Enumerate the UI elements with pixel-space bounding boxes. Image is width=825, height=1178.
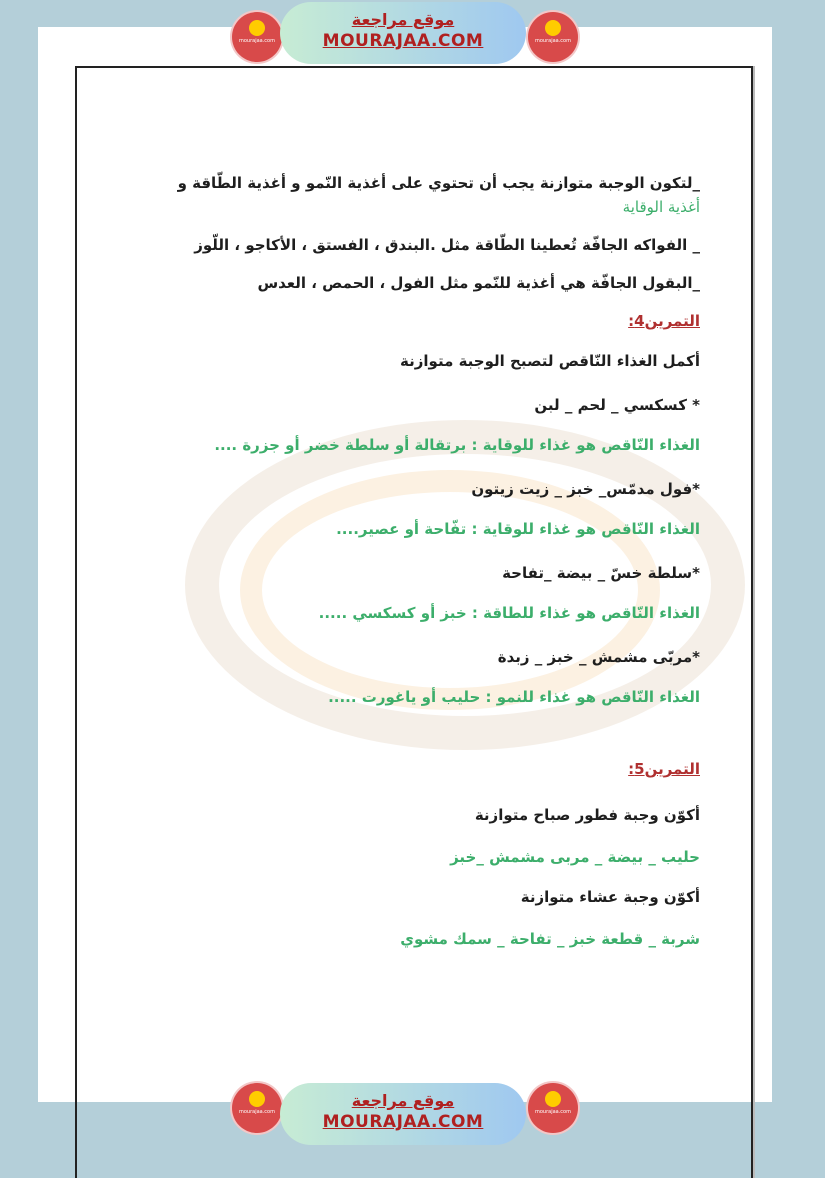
text-line: * كسكسي _ لحم _ لبن [534, 396, 700, 414]
text-line: _ الفواكه الجافّة تُعطينا الطّاقة مثل .البندق ، الفستق ، الأكاجو ، اللّوز [194, 236, 700, 254]
banner-english: MOURAJAA.COM [322, 31, 484, 51]
answer-line: شربة _ قطعة خبز _ تفاحة _ سمك مشوي [400, 930, 700, 948]
text-line: _البقول الجافّة هي أغذية للنّمو مثل الفول ، الحمص ، العدس [257, 274, 700, 292]
banner-arabic: موقع مراجعة [351, 1091, 455, 1110]
text-line: _لتكون الوجبة متوازنة يجب أن تحتوي على أغذية النّمو و أغذية الطّاقة و [177, 174, 700, 192]
answer-line: الغذاء النّاقص هو غذاء للطاقة : خبز أو كسكسي ..... [318, 604, 700, 622]
site-logo-icon: mourajaa.com [528, 12, 578, 62]
text-line: *مربّى مشمش _ خبز _ زبدة [497, 648, 700, 666]
answer-line: حليب _ بيضة _ مربى مشمش _خبز [450, 848, 700, 866]
exercise-heading: التمرين4: [628, 312, 700, 330]
answer-line: الغذاء النّاقص هو غذاء للوقاية : برتقالة أو سلطة خضر أو جزرة .... [214, 436, 700, 454]
text-line: أكوّن وجبة فطور صباح متوازنة [474, 806, 700, 824]
text-line: أكوّن وجبة عشاء متوازنة [520, 888, 700, 906]
document-content [140, 160, 700, 954]
site-banner-top[interactable] [280, 2, 526, 64]
answer-line: الغذاء النّاقص هو غذاء للنمو : حليب أو ياغورت ..... [328, 688, 700, 706]
text-line: *سلطة خسّ _ بيضة _تفاحة [502, 564, 700, 582]
text-line: أغذية الوقاية [622, 198, 700, 216]
site-logo-icon: mourajaa.com [528, 1083, 578, 1133]
answer-line: الغذاء النّاقص هو غذاء للوقاية : تفّاحة أو عصير.... [336, 520, 700, 538]
banner-english: MOURAJAA.COM [322, 1112, 484, 1132]
text-line: أكمل الغذاء النّاقص لتصبح الوجبة متوازنة [400, 352, 700, 370]
text-line: *فول مدمّس_ خبز _ زيت زيتون [471, 480, 700, 498]
banner-arabic: موقع مراجعة [351, 10, 455, 29]
site-logo-icon: mourajaa.com [232, 1083, 282, 1133]
site-banner-bottom[interactable] [280, 1083, 526, 1145]
exercise-heading: التمرين5: [628, 760, 700, 778]
site-logo-icon: mourajaa.com [232, 12, 282, 62]
